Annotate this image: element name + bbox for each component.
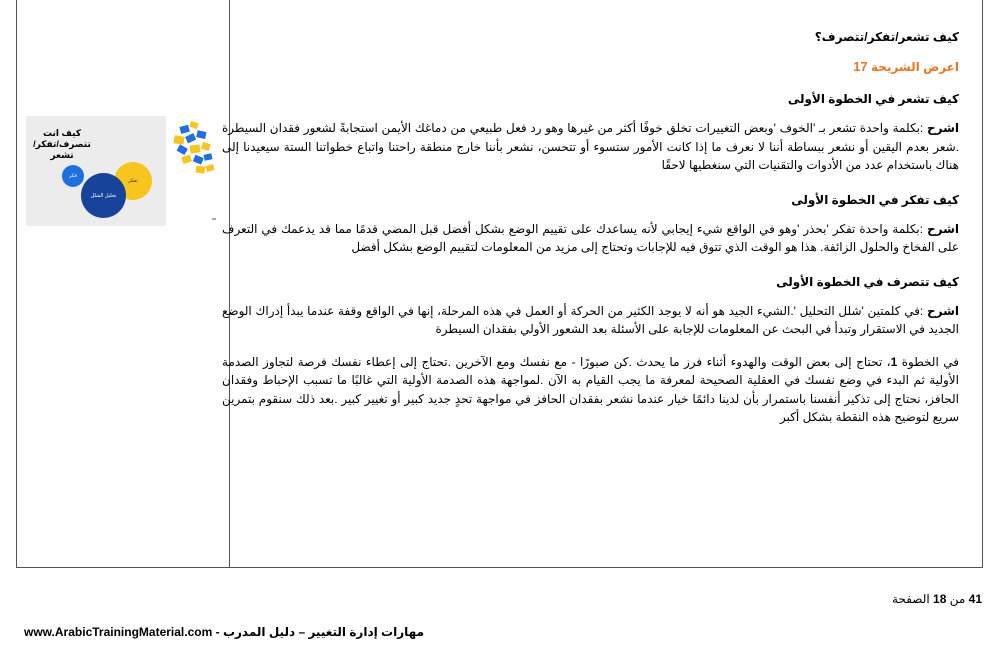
section-title-feel: كيف تشعر في الخطوة الأولى	[787, 92, 959, 106]
slide-title-line2: تتصرف/تفكر/تشعر	[33, 139, 91, 160]
page-number	[892, 592, 982, 606]
section-title-act: كيف تتصرف في الخطوة الأولى	[776, 274, 959, 289]
page-current: 41	[968, 592, 982, 606]
page-of: من	[949, 592, 966, 606]
puzzle-pieces-icon	[166, 116, 224, 226]
content-cell	[222, 28, 959, 427]
slide-thumbnail[interactable]	[26, 116, 224, 226]
navy-circle-label: تحليل الشلل	[90, 192, 117, 199]
slide-reference-label: اعرض الشريحة	[871, 60, 959, 74]
page-title: كيف تشعر/تفكر/تتصرف؟	[814, 30, 959, 44]
step-prefix: في الخطوة	[897, 354, 959, 369]
paragraph-text: :في كلمتين 'شلل التحليل '.الشيء الجيد هو أنه لا يوجد الكثير من الحركة أو العمل في هذه المرحلة، إنها في الواقع وقفة عندما يبدأ إدراك الوضع الجديد في الاستقرار وتبدأ في البحث عن المعلومات للإجابة على الأسئلة بعد الشعور الأولي بفقدان السيطرة	[222, 303, 959, 336]
slide-thumbnail-title	[30, 128, 94, 161]
explain-lead: اشرح	[926, 221, 959, 236]
yellow-circle-label: تفكر	[128, 178, 138, 184]
slide-number-mark	[212, 218, 216, 220]
blue-circle-label: فكر	[69, 173, 77, 179]
step-number: 1	[890, 354, 898, 369]
slide-title-line1: كيف انت	[42, 128, 82, 138]
page-total: 18	[933, 592, 947, 606]
page-label: الصفحة	[892, 592, 930, 606]
slide-thumbnail-cell	[17, 0, 229, 567]
navy-circle	[81, 173, 126, 218]
paragraph-text: ، تحتاج إلى بعض الوقت والهدوء أثناء فرز ما يحدث .كن صبورًا - مع نفسك ومع الآخرين .تحتاج إلى إعطاء نفسك فرصة لتجاوز الصدمة الأولية ثم البدء في وضع نفسك في العقلية الصحيحة لمعرفة ما يجب القيام به الآن .لمواجهة هذه الصدمة الأولية التي غالبًا ما تسبب الإحباط وفقدان الحافز، نحتاج إلى تذكير أنفسنا باستمرار بأن لدينا دائمًا خيار عندما نشعر بفقدان الحافز في مواجهة تحدٍ جديد كبير أو تغيير كبير .بعد ذلك سنقوم بتمرين سريع لتوضيح هذه النقطة بشكل أكبر	[222, 354, 959, 424]
slide-reference	[222, 58, 959, 76]
footer-title: مهارات إدارة التغيير – دليل المدرب -	[212, 625, 424, 639]
footer-url[interactable]: www.ArabicTrainingMaterial.com	[24, 625, 213, 639]
section-title-think: كيف تفكر في الخطوة الأولى	[791, 192, 959, 207]
blue-circle	[62, 165, 84, 187]
footer-site	[24, 625, 424, 639]
explain-lead: اشرح	[926, 303, 959, 318]
section-paragraph-feel	[222, 119, 959, 175]
paragraph-text: :بكلمة واحدة تشعر بـ 'الخوف 'وبعض التغييرات تخلق خوفًا أكثر من غيرها وهو رد فعل طبيعي من دماغك الأيمن استجابةً لشعور فقدان السيطرة .شعر بعدم اليقين أو نشعر ببساطة أننا لا نعرف ما إذا كانت الأمور ستسوء أو تتحسن، نشعر بأننا خارج منطقة راحتنا واتباع خطواتنا الستة سيعيدنا إلى هناك باستخدام عدد من الأدوات والتقنيات التي سنغطيها لاحقًا	[222, 121, 959, 172]
paragraph-text: :بكلمة واحدة تفكر 'بحذر 'وهو في الواقع شيء إيجابي لأنه يساعدك على تقييم الوضع بشكل أفضل قبل المضي قدمًا مما قد يدعمك في التعرف على الفخاخ والحلول الزائفة. هذا هو الوقت الذي تتوق فيه للإجابات وتحتاج إلى مزيد من المعلومات لتقييم الوضع بشكل أفضل	[222, 221, 959, 254]
section-paragraph-act	[222, 302, 959, 339]
section-paragraph-step1	[222, 353, 959, 427]
slide-puzzle-graphic	[166, 116, 224, 226]
explain-lead: اشرح	[926, 121, 959, 135]
slide-reference-number: 17	[853, 59, 868, 74]
section-paragraph-think	[222, 220, 959, 257]
